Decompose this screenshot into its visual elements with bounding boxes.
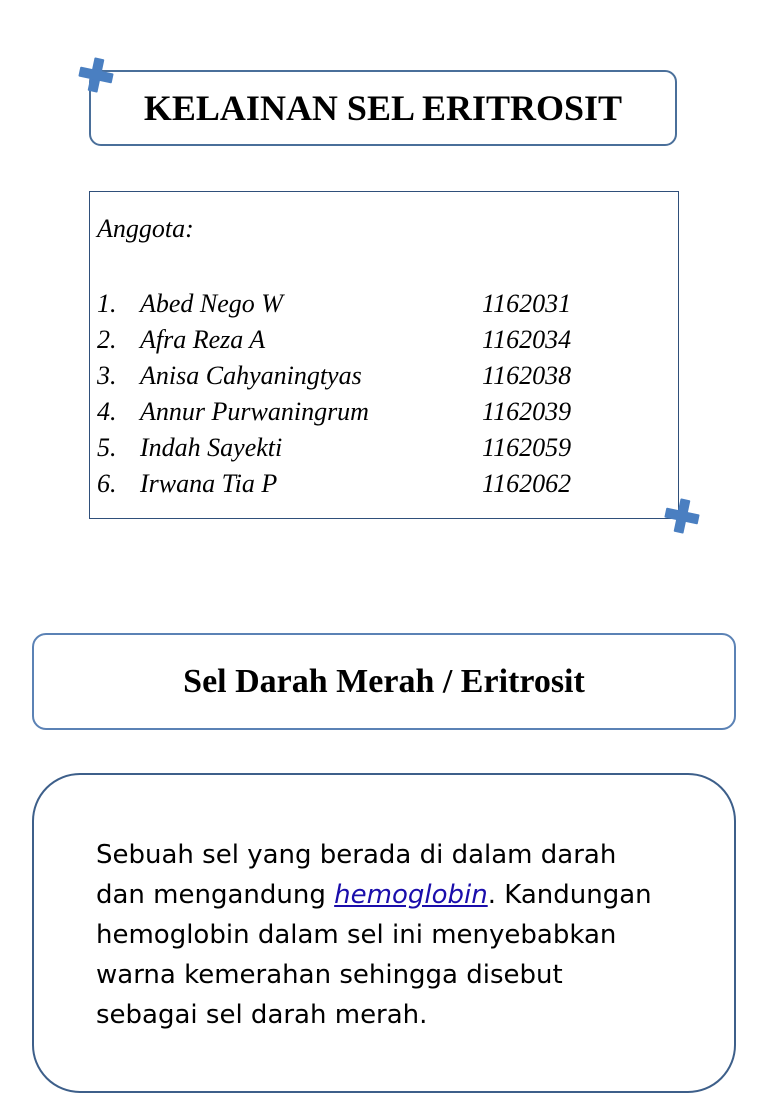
description-line: Sebuah sel yang berada di dalam darah	[96, 840, 617, 870]
member-id: 1162031	[482, 289, 572, 318]
members-heading: Anggota:	[97, 214, 194, 243]
member-id: 1162059	[482, 433, 572, 462]
member-name: Afra Reza A	[140, 325, 266, 354]
description-line	[96, 875, 706, 915]
member-id: 1162038	[482, 361, 572, 390]
description-line: sebagai sel darah merah.	[96, 1000, 428, 1030]
member-id: 1162062	[482, 469, 572, 498]
description-line: hemoglobin dalam sel ini menyebabkan	[96, 920, 617, 950]
member-number: 3.	[97, 361, 117, 390]
description-box	[32, 773, 736, 1093]
members-box	[89, 191, 679, 519]
member-name: Anisa Cahyaningtyas	[140, 361, 362, 390]
plus-cross-icon	[662, 496, 702, 536]
member-name: Irwana Tia P	[140, 469, 278, 498]
description-text	[96, 835, 706, 1035]
title-box	[89, 70, 677, 146]
page-title: KELAINAN SEL ERITROSIT	[143, 88, 623, 128]
member-number: 2.	[97, 325, 117, 354]
member-id: 1162039	[482, 397, 572, 426]
section-title: Sel Darah Merah / Eritrosit	[183, 662, 585, 700]
description-line: warna kemerahan sehingga disebut	[96, 960, 563, 990]
description-fragment: dan mengandung	[96, 880, 335, 910]
hemoglobin-link[interactable]: hemoglobin	[334, 880, 488, 910]
member-number: 1.	[97, 289, 117, 318]
member-number: 5.	[97, 433, 117, 462]
member-number: 6.	[97, 469, 117, 498]
section-title-box	[32, 633, 736, 730]
description-fragment: . Kandungan	[487, 880, 652, 910]
member-number: 4.	[97, 397, 117, 426]
member-name: Abed Nego W	[140, 289, 283, 318]
member-name: Annur Purwaningrum	[140, 397, 369, 426]
member-id: 1162034	[482, 325, 572, 354]
plus-cross-icon	[76, 55, 116, 95]
member-name: Indah Sayekti	[140, 433, 283, 462]
